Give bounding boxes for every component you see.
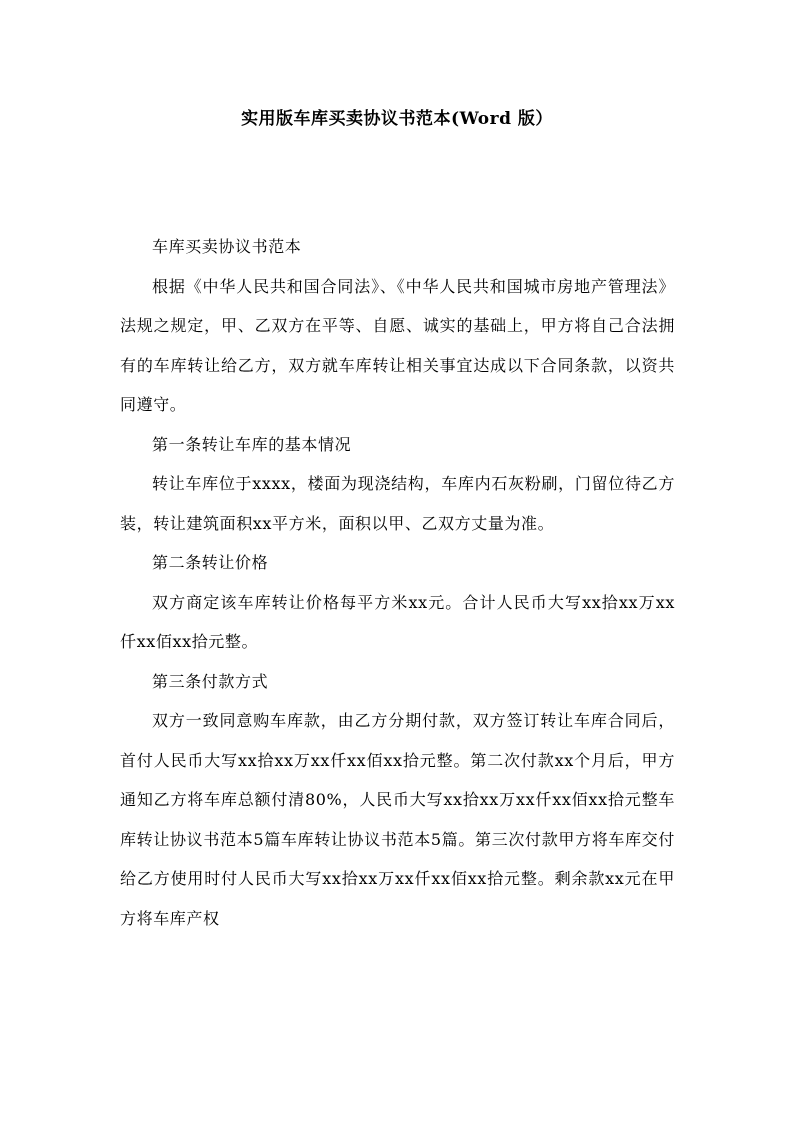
- document-body: [120, 227, 675, 938]
- section-text-3: 双方一致同意购车库款，由乙方分期付款，双方签订转让车库合同后，首付人民币大写xx拾xx万xx仟xx佰xx拾元整。第二次付款xx个月后，甲方通知乙方将车库总额付清80%，人民币大写xx拾xx万xx仟xx佰xx拾元整车库转让协议书范本5篇车库转让协议书范本5篇。第三次付款甲方将车库交付给乙方使用时付人民币大写xx拾xx万xx仟xx佰xx拾元整。剩余款xx元在甲方将车库产权: [120, 711, 675, 928]
- section-text-1: 转让车库位于xxxx，楼面为现浇结构，车库内石灰粉刷，门留位待乙方装，转让建筑面积xx平方米，面积以甲、乙双方丈量为准。: [120, 474, 675, 533]
- section-heading-3: 第三条付款方式: [152, 671, 269, 691]
- document-title: 实用版车库买卖协议书范本(Word 版）: [241, 109, 553, 129]
- section-text-2: 双方商定该车库转让价格每平方米xx元。合计人民币大写xx拾xx万xx仟xx佰xx拾元整。: [120, 592, 675, 651]
- paragraph-heading: 车库买卖协议书范本: [152, 237, 302, 256]
- section-heading-1: 第一条转让车库的基本情况: [152, 434, 352, 454]
- paragraph-preamble: 根据《中华人民共和国合同法》、《中华人民共和国城市房地产管理法》法规之规定，甲、乙双方在平等、自愿、诚实的基础上，甲方将自己合法拥有的车库转让给乙方，双方就车库转让相关事宜达成以下合同条款，以资共同遵守。: [120, 276, 675, 414]
- section-heading-2: 第二条转让价格: [152, 553, 269, 572]
